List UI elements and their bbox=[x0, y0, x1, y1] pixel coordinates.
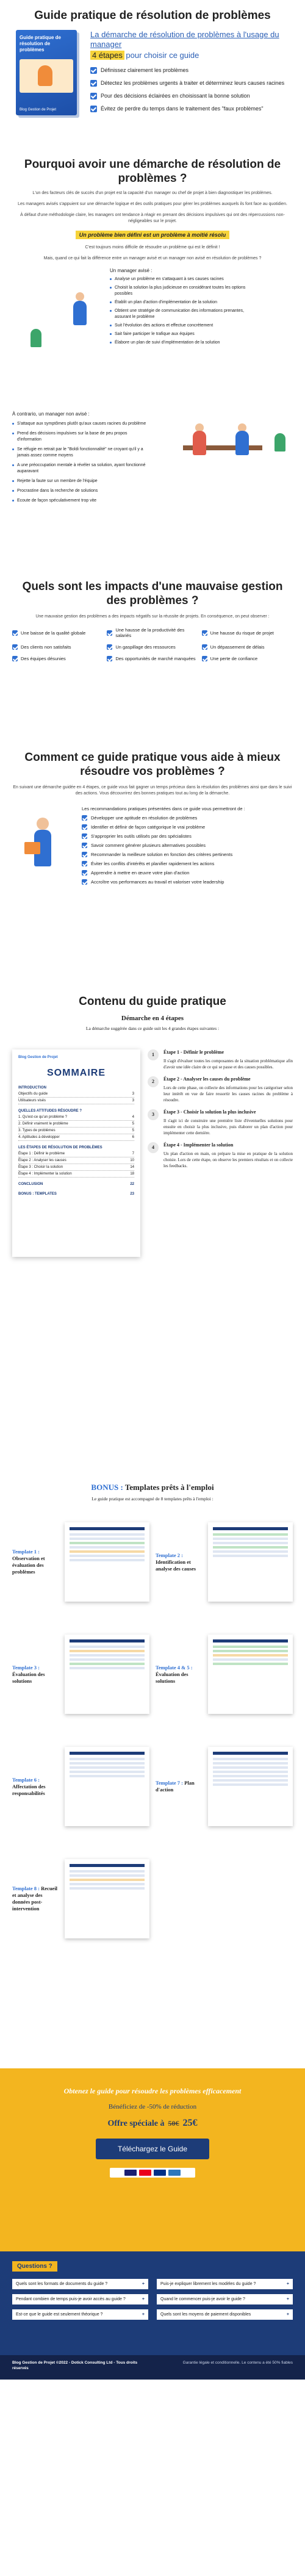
cta-section bbox=[0, 2068, 305, 2251]
check-icon bbox=[107, 644, 112, 650]
template-preview bbox=[65, 1635, 149, 1714]
new-price: 25€ bbox=[182, 2118, 198, 2128]
template-card bbox=[156, 1735, 293, 1838]
highlight-quote: Un problème bien défini est un problème à moitié résolu bbox=[76, 231, 230, 239]
contents-note: La démarche suggérée dans ce guide suit les 4 grandes étapes suivantes : bbox=[85, 1026, 220, 1031]
list-item: Un dépassement de délais bbox=[202, 644, 293, 650]
hero-benefits-list bbox=[90, 67, 295, 112]
check-icon bbox=[82, 833, 87, 839]
why-paragraph: Mais, quand ce qui fait la différence entre un manager avisé et un manager non avisé en résolution de problèmes ? bbox=[43, 256, 262, 261]
check-icon bbox=[82, 879, 87, 885]
check-icon bbox=[202, 630, 207, 636]
footer-legal: Garantie légale et conditionnelle. Le contenu a été 50% fiables bbox=[182, 2361, 293, 2365]
list-item: Une hausse de la productivité des salariés bbox=[107, 627, 198, 638]
step-number: 4 bbox=[148, 1142, 159, 1153]
template-title: Recueil et analyse des données post-intervention bbox=[12, 1885, 58, 1912]
list-item: Une perte de confiance bbox=[202, 656, 293, 661]
download-guide-button[interactable]: Téléchargez le Guide bbox=[96, 2139, 209, 2159]
list-item: Une hausse du risque de projet bbox=[202, 627, 293, 638]
toc-line: 3. Types de problèmes 5 bbox=[18, 1128, 134, 1134]
faq-item[interactable]: Quand le commencer puis-je avoir le guide ? + bbox=[157, 2294, 293, 2304]
toc-line: CONCLUSION 22 bbox=[18, 1182, 134, 1186]
template-label: Template 8 : bbox=[12, 1885, 40, 1891]
list-item: Suit l'évolution des actions et effectue concrètement bbox=[110, 323, 250, 329]
list-item: Procrastine dans la recherche de solutions bbox=[12, 488, 146, 494]
why-section bbox=[0, 153, 305, 409]
step-item bbox=[148, 1109, 293, 1136]
step-text: Il s'agit d'évaluer toutes les composantes de la situation problématique afin d'avoir une idée claire de ce qui se passe et des causes possibles. bbox=[163, 1059, 293, 1070]
old-price: 50€ bbox=[168, 2119, 179, 2128]
plus-icon: + bbox=[142, 2297, 145, 2301]
faq-item[interactable]: Puis-je expliquer librement les modèles du guide ? + bbox=[157, 2279, 293, 2289]
check-icon bbox=[82, 870, 87, 876]
step-title: Étape 4 - Implémenter la solution bbox=[163, 1142, 234, 1148]
check-icon bbox=[12, 656, 18, 661]
list-item: S'attaque aux symptômes plutôt qu'aux causes racines du problème bbox=[12, 421, 146, 427]
step-item bbox=[148, 1049, 293, 1070]
bad-manager-section bbox=[0, 409, 305, 555]
contents-subtitle: Démarche en 4 étapes bbox=[121, 1015, 184, 1022]
faq-item[interactable]: Quels sont les formats de documents du guide ? + bbox=[12, 2279, 148, 2289]
why-paragraph: L'un des facteurs clés de succès d'un projet est la capacité d'un manager ou chef de projet à bien diagnostiquer les problèmes. bbox=[32, 191, 273, 195]
template-title: Observation et évaluation des problèmes bbox=[12, 1555, 45, 1575]
footer bbox=[0, 2355, 305, 2380]
offer-label: Offre spéciale à bbox=[107, 2119, 165, 2128]
template-card bbox=[12, 1510, 149, 1614]
toc-line: Étape 4 : Implémenter la solution 18 bbox=[18, 1171, 134, 1178]
check-icon bbox=[90, 93, 97, 99]
hero-tag: 4 étapes bbox=[90, 51, 124, 60]
toc-brand: Blog Gestion de Projet bbox=[18, 1056, 58, 1059]
hero-tag-suffix: pour choisir ce guide bbox=[126, 51, 199, 60]
check-icon bbox=[107, 630, 112, 636]
impacts-intro: Une mauvaise gestion des problèmes a des impacts négatifs sur la réussite de projets. En conséquence, on peut observer : bbox=[35, 614, 270, 619]
howto-section bbox=[0, 750, 305, 995]
contents-title: Contenu du guide pratique bbox=[79, 995, 226, 1008]
toc-line: 2. Définir vraiment le problème 5 bbox=[18, 1121, 134, 1128]
step-number: 1 bbox=[148, 1049, 159, 1060]
list-item: Un gaspillage des ressources bbox=[107, 644, 198, 650]
list-item: Pour des décisions éclairées en choisissant la bonne solution bbox=[90, 93, 295, 99]
table-of-contents-preview bbox=[12, 1049, 140, 1257]
check-icon bbox=[90, 106, 97, 112]
impacts-list bbox=[12, 627, 293, 661]
check-icon bbox=[90, 80, 97, 87]
impacts-title: Quels sont les impacts d'une mauvaise gestion des problèmes ? bbox=[22, 580, 283, 607]
list-item: Savoir comment générer plusieurs alternatives possibles bbox=[82, 842, 293, 849]
check-icon bbox=[12, 630, 18, 636]
cover-illustration bbox=[20, 59, 73, 93]
guide-cover-image bbox=[10, 30, 83, 121]
cta-headline: Obtenez le guide pour résoudre les problèmes efficacement bbox=[63, 2087, 242, 2095]
hero-section bbox=[0, 0, 305, 153]
list-item: Sait faire participer le trafique aux équipes bbox=[110, 331, 250, 337]
list-item: Des opportunités de marché manquées bbox=[107, 656, 198, 661]
template-preview bbox=[65, 1747, 149, 1826]
template-card bbox=[12, 1735, 149, 1838]
wise-manager-title: Un manager avisé : bbox=[110, 268, 152, 273]
list-item: Évitez de perdre du temps dans le traitement des "faux problèmes" bbox=[90, 106, 295, 112]
template-label: Template 1 : bbox=[12, 1549, 40, 1555]
list-item: Ecoute de façon spéculativement trop vite bbox=[12, 498, 146, 504]
step-item bbox=[148, 1076, 293, 1103]
why-paragraph: Les managers avisés s'appuient sur une démarche logique et des outils pratiques pour gérer les problèmes auxquels ils font face au quotidien. bbox=[18, 202, 287, 206]
templates-note: Le guide pratique est accompagné de 8 templates prêts à l'emploi : bbox=[92, 1496, 214, 1502]
step-title: Étape 1 - Définir le problème bbox=[163, 1049, 224, 1055]
plus-icon: + bbox=[286, 2297, 289, 2301]
faq-item[interactable]: Quels sont les moyens de paiement disponibles + bbox=[157, 2309, 293, 2320]
template-label: Template 3 : bbox=[12, 1664, 40, 1671]
template-label: Template 2 : bbox=[156, 1552, 184, 1558]
toc-line: Étape 2 : Analyser les causes 10 bbox=[18, 1157, 134, 1164]
toc-line: Étape 1 : Définir le problème 7 bbox=[18, 1151, 134, 1157]
list-item: Une baisse de la qualité globale bbox=[12, 627, 103, 638]
list-item: Prend des décisions impulsives sur la base de peu propos d'information bbox=[12, 431, 146, 443]
check-icon bbox=[82, 843, 87, 848]
check-icon bbox=[82, 852, 87, 857]
step-title: Étape 3 - Choisir la solution la plus inclusive bbox=[163, 1109, 256, 1115]
step-number: 3 bbox=[148, 1109, 159, 1120]
page-title: Guide pratique de résolution de problèmes bbox=[34, 9, 271, 22]
plus-icon: + bbox=[142, 2282, 145, 2286]
template-preview bbox=[208, 1522, 293, 1602]
template-card bbox=[12, 1622, 149, 1726]
template-label: Template 4 & 5 : bbox=[156, 1664, 193, 1671]
list-item: Obtient une stratégie de communication des informations prenantes, assurant le problème bbox=[110, 308, 250, 320]
faq-item[interactable]: Est-ce que le guide est seulement théorique ? + bbox=[12, 2309, 148, 2320]
template-title: Évaluation des solutions bbox=[156, 1671, 188, 1684]
toc-line: Étape 3 : Choisir la solution 14 bbox=[18, 1164, 134, 1171]
howto-lead: Les recommandations pratiques présentées dans ce guide vous permettront de : bbox=[82, 806, 245, 811]
cover-brand: Blog Gestion de Projet bbox=[20, 108, 57, 112]
list-item: A une préoccupation mentale à révéler sa solution, ayant fonctionné auparavant bbox=[12, 462, 146, 475]
toc-title: SOMMAIRE bbox=[47, 1068, 106, 1078]
step-text: Lors de cette phase, on collecte des informations pour les catégoriser selon leur intérêt en vue de faire ressortir les causes racines du problème à résoudre. bbox=[163, 1085, 293, 1103]
step-item bbox=[148, 1142, 293, 1169]
cta-discount: Bénéficiez de -50% de réduction bbox=[108, 2103, 197, 2110]
faq-section bbox=[0, 2251, 305, 2355]
template-title: Identification et analyse des causes bbox=[156, 1558, 196, 1572]
why-paragraph: C'est toujours moins difficile de résoudre un problème qui est le définit ! bbox=[85, 245, 220, 250]
plus-icon: + bbox=[286, 2312, 289, 2317]
list-item: Analyse un problème en s'attaquant à ses causes racines bbox=[110, 276, 250, 282]
step-text: Un plan d'action en main, on prépare la mise en pratique de la solution choisie. Lors de cette étape, on observe les premiers résultats et on collecte les feedbacks. bbox=[163, 1151, 293, 1168]
list-item: Se réfugie en retrait par le "Boldi fonctionnalité" ne croyant qu'il y a jamais assez comme moyens bbox=[12, 447, 146, 459]
faq-item[interactable]: Pendant combien de temps puis-je avoir accès au guide ? + bbox=[12, 2294, 148, 2304]
template-card bbox=[156, 1622, 293, 1726]
bonus-title: Templates prêts à l'emploi bbox=[124, 1483, 214, 1492]
list-item: Choisit la solution la plus judicieuse en considérant toutes les options possibles bbox=[110, 285, 250, 297]
template-label: Template 7 : bbox=[156, 1780, 184, 1786]
list-item: Accroître vos performances au travail et valoriser votre leadership bbox=[82, 879, 293, 885]
template-title: Plan d'action bbox=[156, 1780, 195, 1793]
toc-line: Objectifs du guide 3 bbox=[18, 1091, 134, 1098]
reader-illustration bbox=[12, 805, 73, 891]
list-item: S'approprier les outils utilisés par des spécialistes bbox=[82, 833, 293, 840]
list-item: Établit un plan d'action d'implémentation de la solution bbox=[110, 300, 250, 306]
plus-icon: + bbox=[142, 2312, 145, 2317]
steps-list bbox=[148, 1049, 293, 1257]
toc-line: INTRODUCTION bbox=[18, 1086, 46, 1090]
check-icon bbox=[82, 815, 87, 821]
template-preview bbox=[208, 1747, 293, 1826]
toc-line: 4. Aptitudes à développer 6 bbox=[18, 1134, 134, 1141]
step-title: Étape 2 - Analyser les causes du problème bbox=[163, 1076, 251, 1082]
template-label: Template 6 : bbox=[12, 1776, 40, 1783]
toc-line: BONUS : TEMPLATES 23 bbox=[18, 1192, 134, 1196]
cover-title: Guide pratique de résolution de problèmes bbox=[20, 35, 62, 52]
footer-copyright: Blog Gestion de Projet ©2022 - Dotick Consulting Ltd - Tous droits réservés bbox=[12, 2361, 138, 2370]
check-icon bbox=[107, 656, 112, 661]
check-icon bbox=[202, 644, 207, 650]
template-preview bbox=[65, 1522, 149, 1602]
template-preview bbox=[65, 1859, 149, 1938]
check-icon bbox=[82, 824, 87, 830]
list-item: Des équipes désunies bbox=[12, 656, 103, 661]
list-item: Des clients non satisfaits bbox=[12, 644, 103, 650]
list-item: Développer une aptitude en résolution de problèmes bbox=[82, 815, 293, 821]
hero-subtitle-link[interactable]: La démarche de résolution de problèmes à l'usage du manager bbox=[90, 30, 279, 49]
check-icon bbox=[202, 656, 207, 661]
step-number: 2 bbox=[148, 1076, 159, 1087]
plus-icon: + bbox=[286, 2282, 289, 2286]
check-icon bbox=[82, 861, 87, 866]
template-card bbox=[156, 1510, 293, 1614]
plant-illustration bbox=[30, 329, 41, 347]
wise-manager-block bbox=[12, 268, 293, 359]
templates-section bbox=[0, 1483, 305, 2068]
toc-line: QUELLES ATTITUDES RÉSOUDRE ? bbox=[18, 1109, 82, 1113]
bonus-label: BONUS : bbox=[91, 1483, 123, 1492]
toc-line: LES ÉTAPES DE RÉSOLUTION DE PROBLÈMES bbox=[18, 1146, 102, 1149]
impacts-section bbox=[0, 555, 305, 750]
list-item: Apprendre à mettre en œuvre votre plan d'action bbox=[82, 869, 293, 876]
bad-manager-title: À contrario, un manager non avisé : bbox=[12, 411, 90, 417]
template-title: Évaluation des solutions bbox=[12, 1671, 45, 1684]
list-item: Identifier et définir de façon catégorique le vrai problème bbox=[82, 824, 293, 830]
toc-line: 1. Qu'est-ce qu'un problème ? 4 bbox=[18, 1114, 134, 1121]
contents-section bbox=[0, 995, 305, 1483]
why-paragraph: À défaut d'une méthodologie claire, les managers ont tendance à réagir en prenant des décisions impulsives qui ont des répercussions non-négligeables sur le projet. bbox=[20, 213, 285, 223]
step-text: Il s'agit ici de construire une première liste d'éventuelles solutions pour ensuite en choisir la plus inclusive, puis élaborer un plan d'action pour implémenter cette dernière. bbox=[163, 1118, 293, 1135]
check-icon bbox=[90, 67, 97, 74]
template-title: Affectation des responsabilités bbox=[12, 1783, 46, 1796]
list-item: Détectez les problèmes urgents à traiter et déterminez leurs causes racines bbox=[90, 80, 295, 87]
list-item: Élabore un plan de suivi d'implémentation de la solution bbox=[110, 340, 250, 346]
list-item: Recommander la meilleure solution en fonction des critères pertinents bbox=[82, 851, 293, 858]
template-card bbox=[12, 1847, 149, 1951]
why-title: Pourquoi avoir une démarche de résolution de problèmes ? bbox=[24, 158, 281, 185]
howto-title: Comment ce guide pratique vous aide à mieux résoudre vos problèmes ? bbox=[24, 751, 281, 778]
payment-methods-icon bbox=[110, 2168, 195, 2178]
list-item: Rejette la faute sur un membre de l'équipe bbox=[12, 478, 146, 484]
howto-intro: En suivant une démarche guidée en 4 étapes, ce guide vous fait gagner un temps précieux dans la résolution des problèmes ainsi que dans le suivi des actions. Vous découvrirez des bonnes pratiques tout au long de la démarche. bbox=[13, 785, 292, 796]
faq-label: Questions ? bbox=[12, 2261, 57, 2272]
check-icon bbox=[12, 644, 18, 650]
toc-line: Utilisateurs visés 3 bbox=[18, 1098, 134, 1104]
list-item: Éviter les conflits d'intérêts et planifier rapidement les actions bbox=[82, 860, 293, 867]
manager-illustration bbox=[61, 292, 104, 347]
template-preview bbox=[208, 1635, 293, 1714]
team-illustration bbox=[152, 409, 293, 488]
list-item: Définissez clairement les problèmes bbox=[90, 67, 295, 74]
